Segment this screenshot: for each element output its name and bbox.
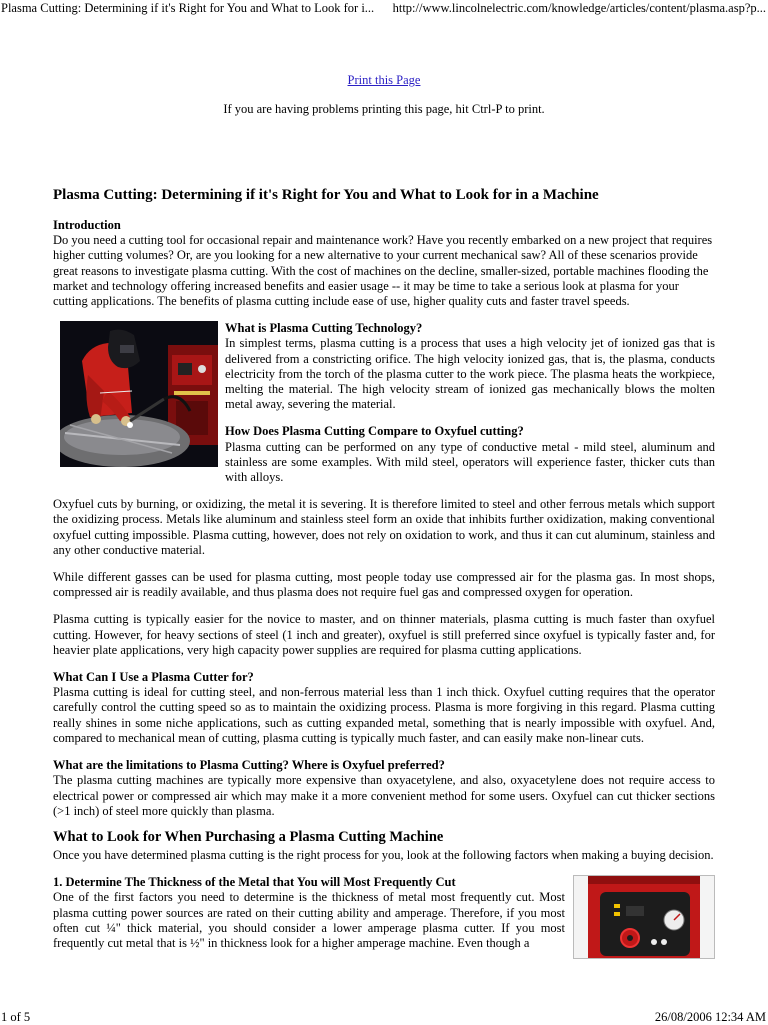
plasma-machine-photo xyxy=(573,875,715,959)
limits-heading: What are the limitations to Plasma Cutting? Where is Oxyfuel preferred? xyxy=(53,758,445,773)
intro-heading: Introduction xyxy=(53,218,121,232)
purchase-heading: What to Look for When Purchasing a Plasma Cutting Machine xyxy=(53,828,444,845)
limits-paragraph: The plasma cutting machines are typically more expensive than oxyacetylene, and also, oxyacetylene does not require access to electrical power or compressed air which may make it a more convenient method for some users. Oxyfuel can cut thicker sections (>1 inch) of steel more quickly than plasma. xyxy=(53,773,715,818)
intro-paragraph: Do you need a cutting tool for occasional repair and maintenance work? Have you recently embarked on a new project that requires higher cutting volumes? Or, are you looking for a new alternative to your current mechanical saw? All of these scenarios provide great reasons to investigate plasma cutting. With the cost of machines on the decline, smaller-sized, portable machines flooding the market and technology offering increased benefits and easier usage -- it may be time to take a serious look at plasma for your cutting applications. The benefits of plasma cutting include ease of use, higher quality cuts and faster travel speeds. xyxy=(53,233,713,309)
print-datetime: 26/08/2006 12:34 AM xyxy=(654,1010,766,1024)
welder-photo xyxy=(60,321,218,467)
print-this-page-link[interactable]: Print this Page xyxy=(347,73,421,87)
what-is-paragraph: In simplest terms, plasma cutting is a process that uses a high velocity jet of ionized gas that is delivered from a constricting orifice. The high velocity ionized gas, that is, the plasma, conducts electricity from the torch of the plasma cutter to the work piece. The plasma heats the workpiece, melting the material. The high velocity stream of ionized gas mechanically blows the molten metal away, severing the material. xyxy=(225,336,715,412)
compare-heading: How Does Plasma Cutting Compare to Oxyfuel cutting? xyxy=(225,424,524,439)
print-note: If you are having problems printing this page, hit Ctrl-P to print. xyxy=(223,102,545,116)
easier-paragraph: Plasma cutting is typically easier for the novice to master, and on thinner materials, plasma cutting is much faster than oxyfuel cutting. However, for heavy sections of steel (1 inch and greater), oxyfuel is still preferred since oxyfuel is typically faster and, for heavier plate applications, very high capacity power supplies are required for plasma cutting applications. xyxy=(53,612,715,657)
thickness-heading: 1. Determine The Thickness of the Metal that You will Most Frequently Cut xyxy=(53,875,456,890)
use-paragraph: Plasma cutting is ideal for cutting steel, and non-ferrous material less than 1 inch thick. Oxyfuel cutting requires that the operator carefully control the cutting speed so as to maintain the oxidizing process. Plasma is more forgiving in this regard. Plasma cutting really shines in some niche applications, such as cutting expanded metal, something that is nearly impossible with oxyfuel. And, compared to mechanical mean of cutting, plasma cutting is typically much faster, and can easily make non-linear cuts. xyxy=(53,685,715,745)
browser-page-url: http://www.lincolnelectric.com/knowledge/articles/content/plasma.asp?p... xyxy=(392,1,766,15)
browser-page-title: Plasma Cutting: Determining if it's Right for You and What to Look for i... xyxy=(1,1,375,15)
compare-paragraph: Plasma cutting can be performed on any type of conductive metal - mild steel, aluminum and stainless are some examples. With mild steel, operators will experience faster, thicker cuts than with alloys. xyxy=(225,439,715,485)
purchase-paragraph: Once you have determined plasma cutting is the right process for you, look at the following factors when making a buying decision. xyxy=(53,847,714,862)
use-heading: What Can I Use a Plasma Cutter for? xyxy=(53,670,254,685)
thickness-paragraph: One of the first factors you need to determine is the thickness of metal most frequently cut. Most plasma cutting power sources are rated on their cutting ability and amperage. Therefore, if you most often cut ¼" thick material, you should consider a lower amperage plasma cutter. If you most frequently cut metal that is ½" in thickness look for a higher amperage machine. Even though a xyxy=(53,890,565,950)
oxyfuel-paragraph: Oxyfuel cuts by burning, or oxidizing, the metal it is severing. It is therefore limited to steel and other ferrous metals which support the oxidizing process. Metals like aluminum and stainless steel form an oxide that inhibits further oxidization, making conventional oxyfuel cutting impossible. Plasma cutting, however, does not rely on oxidation to work, and thus it can cut aluminum, stainless and any other conductive material. xyxy=(53,497,715,557)
page-number: 1 of 5 xyxy=(1,1010,31,1024)
what-is-heading: What is Plasma Cutting Technology? xyxy=(225,321,423,336)
article-title: Plasma Cutting: Determining if it's Right for You and What to Look for in a Machine xyxy=(53,187,599,203)
gasses-paragraph: While different gasses can be used for plasma cutting, most people today use compressed air for the plasma gas. In most shops, compressed air is readily available, and thus plasma does not require fuel gas and compressed oxygen for operation. xyxy=(53,570,715,600)
print-link-wrapper xyxy=(0,73,768,88)
article-content xyxy=(53,186,715,963)
